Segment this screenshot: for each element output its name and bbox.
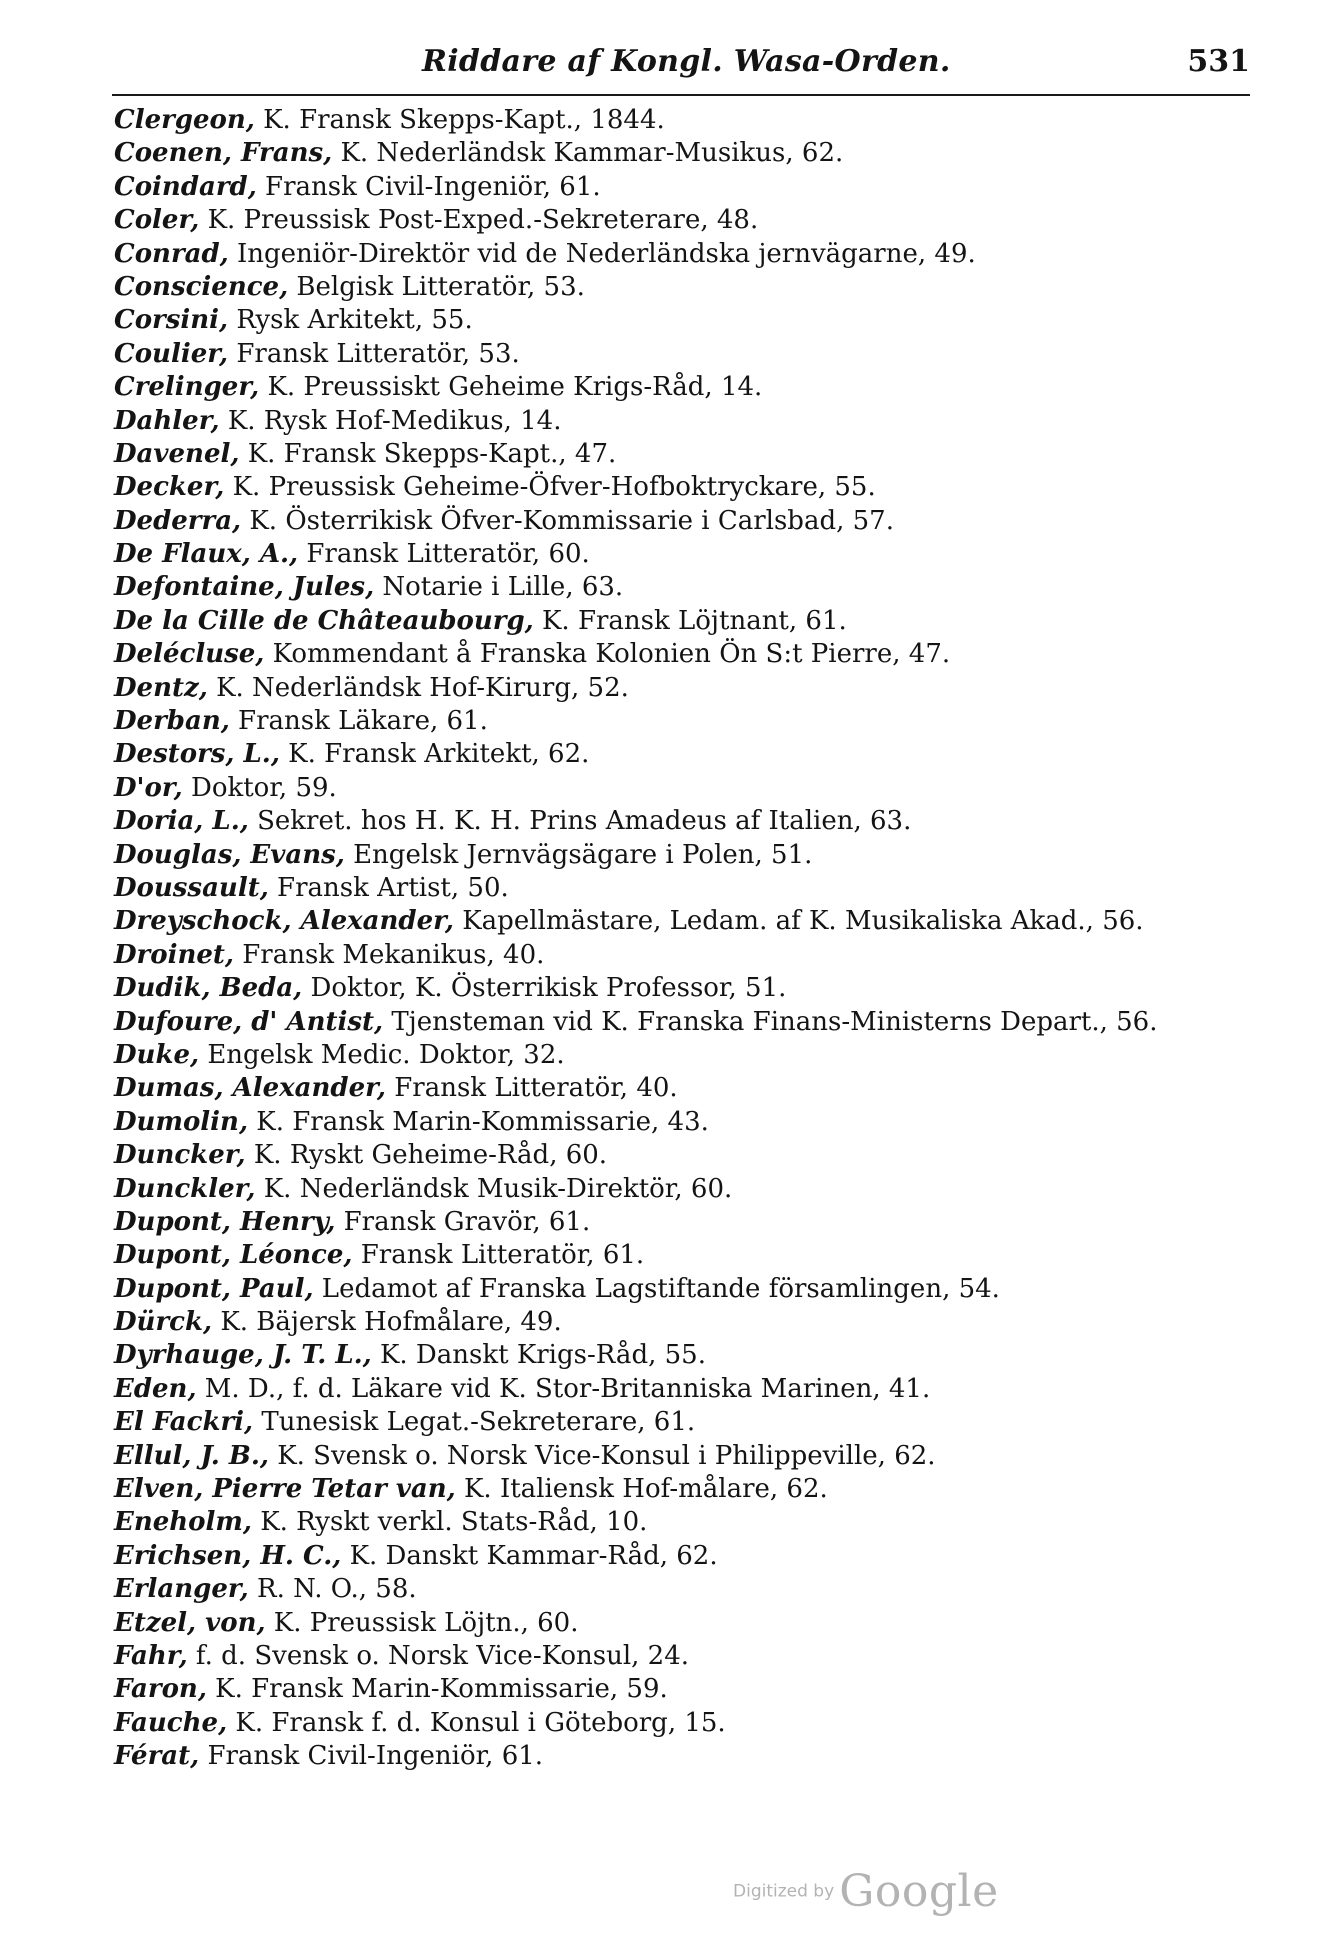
entry-name: Dürck, (114, 1307, 213, 1338)
entry-description: K. Svensk o. Norsk Vice-Konsul i Philippeville, 62. (277, 1440, 936, 1471)
list-item (114, 471, 1294, 504)
list-item (114, 805, 1294, 838)
entry-name: Ellul, J. B., (114, 1440, 269, 1471)
entry-name: Douglas, Evans, (114, 839, 345, 870)
entry-name: Duncker, (114, 1140, 246, 1171)
entry-description: K. Ryskt Geheime-Råd, 60. (253, 1140, 608, 1171)
entry-description: f. d. Svensk o. Norsk Vice-Konsul, 24. (195, 1640, 690, 1671)
entry-name: Dupont, Henry, (114, 1206, 336, 1237)
entry-description: Fransk Litteratör, 60. (306, 539, 590, 570)
entry-description: Kapellmästare, Ledam. af K. Musikaliska Akad., 56. (462, 906, 1144, 937)
entry-description: K. Fransk f. d. Konsul i Göteborg, 15. (235, 1707, 726, 1738)
list-item (114, 772, 1294, 805)
list-item (114, 1072, 1294, 1105)
entry-description: K. Preussisk Löjtn., 60. (273, 1607, 579, 1638)
list-item (114, 571, 1294, 604)
entry-description: K. Fransk Löjtnant, 61. (541, 605, 847, 636)
list-item (114, 1440, 1294, 1473)
entry-description: Fransk Litteratör, 61. (360, 1240, 645, 1271)
entry-name: De la Cille de Châteaubourg, (114, 605, 534, 636)
list-item (114, 538, 1294, 571)
entry-name: Doussault, (114, 872, 269, 903)
entry-description: Doktor, 59. (190, 772, 337, 803)
list-item (114, 1306, 1294, 1339)
list-item (114, 839, 1294, 872)
entry-description: K. Preussisk Geheime-Öfver-Hofboktryckare, 55. (232, 472, 876, 503)
entry-name: Eneholm, (114, 1507, 252, 1538)
entry-list (114, 104, 1294, 1774)
digitized-label: Digitized by (733, 1881, 835, 1902)
entry-name: Dahler, (114, 405, 220, 436)
entry-name: D'or, (114, 772, 183, 803)
entry-description: Fransk Artist, 50. (277, 872, 509, 903)
list-item (114, 1406, 1294, 1439)
entry-description: Fransk Gravör, 61. (343, 1206, 591, 1237)
entry-name: Conscience, (114, 271, 289, 302)
entry-description: R. N. O., 58. (257, 1574, 417, 1605)
entry-name: Dumolin, (114, 1106, 249, 1137)
google-wordmark: Google (839, 1866, 999, 1917)
list-item (114, 204, 1294, 237)
entry-name: Derban, (114, 706, 230, 737)
entry-description: Engelsk Medic. Doktor, 32. (207, 1039, 565, 1070)
entry-description: Engelsk Jernvägsägare i Polen, 51. (353, 839, 813, 870)
list-item (114, 1239, 1294, 1272)
list-item (114, 1607, 1294, 1640)
entry-name: Decker, (114, 472, 225, 503)
entry-description: Rysk Arkitekt, 55. (236, 305, 473, 336)
entry-description: K. Nederländsk Musik-Direktör, 60. (263, 1173, 733, 1204)
entry-description: Doktor, K. Österrikisk Professor, 51. (310, 973, 787, 1004)
entry-description: Belgisk Litteratör, 53. (296, 271, 585, 302)
entry-name: Crelinger, (114, 372, 260, 403)
entry-name: De Flaux, A., (114, 539, 299, 570)
list-item (114, 738, 1294, 771)
list-item (114, 238, 1294, 271)
entry-description: K. Fransk Marin-Kommissarie, 59. (215, 1674, 668, 1705)
entry-name: Dunckler, (114, 1173, 256, 1204)
entry-name: Dyrhauge, J. T. L., (114, 1340, 372, 1371)
entry-description: Fransk Litteratör, 40. (394, 1073, 678, 1104)
digitized-watermark (733, 1866, 999, 1917)
list-item (114, 1106, 1294, 1139)
entry-description: Fransk Litteratör, 53. (236, 338, 520, 369)
list-item (114, 1006, 1294, 1039)
entry-description: K. Danskt Krigs-Råd, 55. (379, 1340, 706, 1371)
entry-name: Conrad, (114, 238, 229, 269)
entry-description: Fransk Läkare, 61. (238, 706, 488, 737)
entry-name: Eden, (114, 1373, 197, 1404)
entry-description: K. Nederländsk Kammar-Musikus, 62. (340, 138, 844, 169)
entry-description: K. Österrikisk Öfver-Kommissarie i Carlsbad, 57. (249, 505, 894, 536)
entry-description: Tjensteman vid K. Franska Finans-Ministerns Depart., 56. (391, 1006, 1158, 1037)
entry-name: Coler, (114, 205, 200, 236)
entry-name: Corsini, (114, 305, 229, 336)
entry-description: Fransk Civil-Ingeniör, 61. (265, 171, 601, 202)
entry-description: M. D., f. d. Läkare vid K. Stor-Britanniska Marinen, 41. (204, 1373, 931, 1404)
entry-description: K. Danskt Kammar-Råd, 62. (349, 1540, 718, 1571)
list-item (114, 1373, 1294, 1406)
entry-name: Erichsen, H. C., (114, 1540, 342, 1571)
list-item (114, 672, 1294, 705)
entry-description: Sekret. hos H. K. H. Prins Amadeus af Italien, 63. (257, 806, 912, 837)
list-item (114, 1707, 1294, 1740)
list-item (114, 972, 1294, 1005)
list-item (114, 905, 1294, 938)
entry-description: K. Preussiskt Geheime Krigs-Råd, 14. (267, 372, 763, 403)
list-item (114, 1139, 1294, 1172)
list-item (114, 872, 1294, 905)
entry-name: Dumas, Alexander, (114, 1073, 386, 1104)
entry-name: Coindard, (114, 171, 257, 202)
entry-name: Dufoure, d' Antist, (114, 1006, 384, 1037)
entry-name: El Fackri, (114, 1407, 254, 1438)
entry-description: Ingeniör-Direktör vid de Nederländska jernvägarne, 49. (236, 238, 976, 269)
list-item (114, 638, 1294, 671)
entry-name: Dudik, Beda, (114, 973, 303, 1004)
list-item (114, 271, 1294, 304)
list-item (114, 1573, 1294, 1606)
entry-name: Davenel, (114, 438, 240, 469)
entry-name: Fahr, (114, 1640, 188, 1671)
list-item (114, 605, 1294, 638)
entry-description: K. Bäjersk Hofmålare, 49. (220, 1307, 562, 1338)
list-item (114, 1640, 1294, 1673)
entry-description: Fransk Mekanikus, 40. (242, 939, 545, 970)
list-item (114, 171, 1294, 204)
list-item (114, 1039, 1294, 1072)
entry-name: Droinet, (114, 939, 234, 970)
entry-name: Dentz, (114, 672, 208, 703)
entry-name: Delécluse, (114, 639, 265, 670)
entry-description: K. Ryskt verkl. Stats-Råd, 10. (260, 1507, 648, 1538)
entry-description: Notarie i Lille, 63. (382, 572, 624, 603)
list-item (114, 1273, 1294, 1306)
entry-description: K. Fransk Arkitekt, 62. (288, 739, 590, 770)
entry-name: Erlanger, (114, 1574, 249, 1605)
entry-description: K. Fransk Marin-Kommissarie, 43. (256, 1106, 709, 1137)
entry-description: Tunesisk Legat.-Sekreterare, 61. (261, 1407, 696, 1438)
entry-name: Faron, (114, 1674, 207, 1705)
running-header (112, 40, 1250, 96)
page-number: 531 (1187, 44, 1250, 79)
entry-description: K. Fransk Skepps-Kapt., 47. (247, 438, 617, 469)
entry-description: Ledamot af Franska Lagstiftande församlingen, 54. (321, 1273, 1000, 1304)
list-item (114, 1740, 1294, 1773)
entry-name: Férat, (114, 1741, 200, 1772)
list-item (114, 371, 1294, 404)
list-item (114, 137, 1294, 170)
entry-description: Kommendant å Franska Kolonien Ön S:t Pierre, 47. (272, 639, 951, 670)
list-item (114, 1473, 1294, 1506)
list-item (114, 939, 1294, 972)
entry-name: Dupont, Paul, (114, 1273, 314, 1304)
list-item (114, 1506, 1294, 1539)
list-item (114, 338, 1294, 371)
list-item (114, 1173, 1294, 1206)
entry-name: Defontaine, Jules, (114, 572, 375, 603)
entry-name: Dederra, (114, 505, 242, 536)
entry-name: Elven, Pierre Tetar van, (114, 1474, 456, 1505)
entry-description: K. Preussisk Post-Exped.-Sekreterare, 48. (207, 205, 759, 236)
list-item (114, 1673, 1294, 1706)
entry-name: Etzel, von, (114, 1607, 266, 1638)
entry-name: Fauche, (114, 1707, 228, 1738)
entry-description: K. Fransk Skepps-Kapt., 1844. (263, 105, 665, 135)
entry-name: Doria, L., (114, 806, 249, 837)
entry-name: Coulier, (114, 338, 229, 369)
list-item (114, 304, 1294, 337)
entry-description: K. Rysk Hof-Medikus, 14. (227, 405, 562, 436)
entry-name: Duke, (114, 1039, 200, 1070)
entry-name: Destors, L., (114, 739, 280, 770)
header-title: Riddare af Kongl. Wasa-Orden. (422, 44, 951, 79)
list-item (114, 438, 1294, 471)
entry-description: Fransk Civil-Ingeniör, 61. (207, 1741, 544, 1772)
entry-name: Dupont, Léonce, (114, 1240, 353, 1271)
entry-name: Coenen, Frans, (114, 138, 333, 169)
entry-name: Dreyschock, Alexander, (114, 906, 454, 937)
list-item (114, 104, 1294, 137)
list-item (114, 1339, 1294, 1372)
list-item (114, 1206, 1294, 1239)
list-item (114, 1540, 1294, 1573)
entry-name: Clergeon, (114, 105, 255, 135)
list-item (114, 405, 1294, 438)
list-item (114, 505, 1294, 538)
entry-description: K. Italiensk Hof-målare, 62. (464, 1474, 828, 1505)
list-item (114, 705, 1294, 738)
entry-description: K. Nederländsk Hof-Kirurg, 52. (216, 672, 629, 703)
